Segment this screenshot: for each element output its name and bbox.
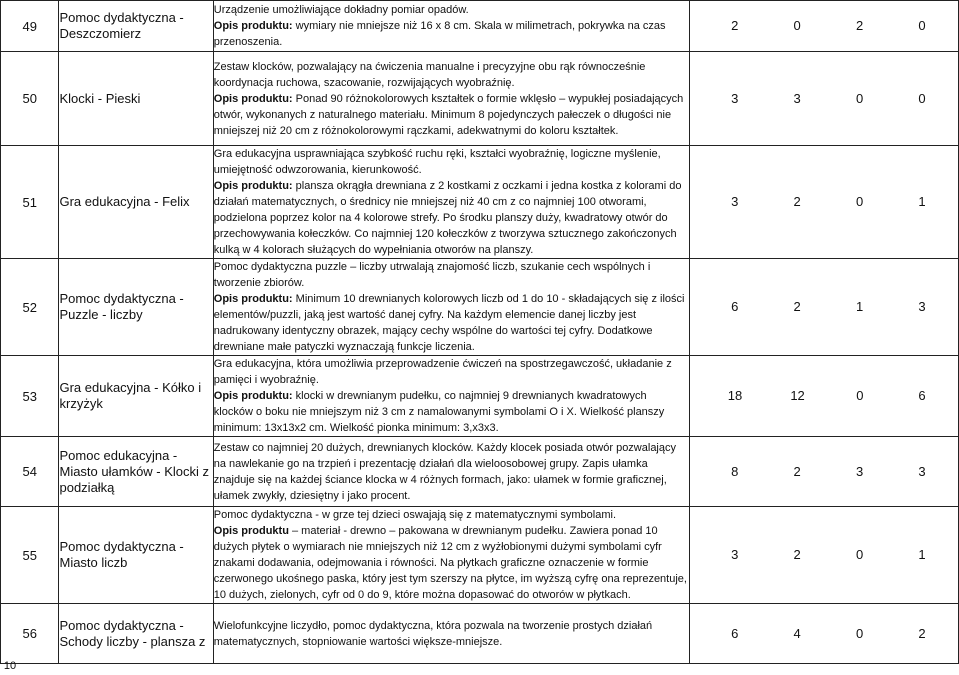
quantity-value: 3 <box>731 90 739 106</box>
quantity-values <box>690 18 958 34</box>
quantity-value: 12 <box>790 388 805 403</box>
row-number: 53 <box>1 356 59 437</box>
product-name: Pomoc dydaktyczna - Miasto liczb <box>59 507 213 604</box>
quantity-value: 6 <box>731 299 739 314</box>
product-name: Gra edukacyjna - Kółko i krzyżyk <box>59 356 213 437</box>
quantity-values <box>690 626 958 642</box>
quantity-value: 0 <box>855 194 864 209</box>
quantity-value: 2 <box>793 463 801 479</box>
quantity-value: 0 <box>918 18 926 33</box>
quantity-value: 1 <box>918 194 926 209</box>
product-description <box>213 1 689 52</box>
description-text: wymiary nie mniejsze niż 16 x 8 cm. Skala w milimetrach, pokrywka na czas przenoszenia. <box>213 20 666 48</box>
quantity-value: 4 <box>793 625 801 641</box>
quantity-value: 2 <box>918 625 926 641</box>
quantity-value: 3 <box>918 299 926 314</box>
description-paragraph <box>214 291 689 355</box>
table-row <box>1 259 959 356</box>
quantity-values <box>690 91 958 107</box>
quantity-cell <box>689 507 958 604</box>
quantity-value: 1 <box>855 299 864 314</box>
quantity-value: 2 <box>793 547 801 562</box>
quantity-value: 0 <box>793 18 801 33</box>
product-name: Klocki - Pieski <box>59 52 213 146</box>
row-number: 55 <box>1 507 59 604</box>
quantity-values <box>690 388 958 404</box>
product-name: Gra edukacyjna - Felix <box>59 146 213 259</box>
table-row <box>1 604 959 664</box>
product-name: Pomoc dydaktyczna - Puzzle - liczby <box>59 259 213 356</box>
quantity-value: 2 <box>731 18 739 33</box>
description-paragraph <box>214 59 689 91</box>
description-text: Pomoc dydaktyczna - w grze tej dzieci oswajają się z matematycznymi symbolami. <box>213 509 617 521</box>
description-label: Opis produktu: <box>213 20 293 32</box>
product-description <box>213 259 689 356</box>
quantity-cell <box>689 52 958 146</box>
table-row <box>1 437 959 507</box>
quantity-value: 3 <box>731 547 739 562</box>
quantity-value: 3 <box>793 90 801 106</box>
quantity-value: 0 <box>855 625 864 641</box>
row-number: 49 <box>1 1 59 52</box>
quantity-value: 0 <box>856 388 864 403</box>
description-paragraph <box>214 18 689 50</box>
description-label: Opis produktu <box>213 525 289 537</box>
quantity-value: 3 <box>918 463 926 479</box>
product-description <box>213 356 689 437</box>
description-label: Opis produktu: <box>213 390 293 402</box>
description-paragraph <box>214 523 689 603</box>
row-number: 52 <box>1 259 59 356</box>
table-row <box>1 1 959 52</box>
description-text: klocki w drewnianym pudełku, co najmniej 9 drewnianych kwadratowych klocków o boku nie mniejszym niż 3 cm z namalowanymi symbolami O i X. Wielkość planszy minimum: 13x13x2 cm. Wielkość pionka minimum: 3,x3x3. <box>213 390 665 434</box>
description-text: Zestaw klocków, pozwalający na ćwiczenia manualne i precyzyjne obu rąk równocześnie koordynacja ruchowa, szacowanie, rozwijających wyobraźnię. <box>213 60 646 89</box>
description-paragraph <box>214 146 689 178</box>
description-paragraph <box>214 178 689 258</box>
table-row <box>1 507 959 604</box>
product-description <box>213 604 689 664</box>
description-paragraph <box>214 440 689 504</box>
quantity-value: 3 <box>731 194 739 209</box>
table-row <box>1 52 959 146</box>
description-paragraph <box>214 2 689 18</box>
quantity-value: 0 <box>918 90 926 106</box>
description-text: – materiał - drewno – pakowana w drewnianym pudełku. Zawiera ponad 10 dużych płytek o wymiarach nie mniejszych niż 12 cm z wyżłobionymi dużymi symbolami cyfr znakami dodawania, odejmowania i równości. Na płytkach graficzne oznaczenie w formie czerwonego ukośnego paska, który jest tym szerszy na płytce, im wyższą cyfrę ona reprezentuje, 10 dużych, zielonych, cyfr od 0 do 9, które można dopasować do otworów w płytkach. <box>213 525 687 601</box>
quantity-value: 2 <box>793 299 801 314</box>
table-row <box>1 146 959 259</box>
quantity-value: 6 <box>731 625 739 641</box>
product-description <box>213 52 689 146</box>
description-paragraph <box>214 507 689 523</box>
quantity-value: 6 <box>918 388 926 403</box>
quantity-value: 0 <box>855 547 864 562</box>
product-description <box>213 146 689 259</box>
description-text: Wielofunkcyjne liczydło, pomoc dydaktyczna, która pozwala na tworzenie prostych działań matematycznych, stopniowanie wartości większe-mniejsze. <box>213 619 653 648</box>
quantity-cell <box>689 437 958 507</box>
row-number: 50 <box>1 52 59 146</box>
description-paragraph <box>214 388 689 436</box>
quantity-values <box>690 194 958 210</box>
quantity-cell <box>689 356 958 437</box>
description-text: plansza okrągła drewniana z 2 kostkami z oczkami i jedna kostka z kolorami do działań matematycznych, o średnicy nie mniejszej niż 40 cm z co najmniej 100 otworami, podzielona poprzez kolor na 4 kolorowe strefy. Po środku planszy duży, kwadratowy otwór do przechowywania kołeczków. Co najmniej 120 kołeczków z tworzywa sztucznego zakończonych kulką w 4 kolorach służących do wypełniania otworów na planszy. <box>213 180 682 256</box>
quantity-values <box>690 547 958 563</box>
quantity-values <box>690 299 958 315</box>
page-number: 10 <box>3 660 17 672</box>
row-number: 54 <box>1 437 59 507</box>
product-description <box>213 437 689 507</box>
product-name: Pomoc dydaktyczna - Deszczomierz <box>59 1 213 52</box>
description-text: Urządzenie umożliwiające dokładny pomiar opadów. <box>213 4 469 16</box>
quantity-value: 0 <box>855 90 864 106</box>
quantity-values <box>690 464 958 480</box>
description-label: Opis produktu: <box>213 92 293 105</box>
description-text: Gra edukacyjna usprawniająca szybkość ruchu ręki, kształci wyobraźnię, logiczne myślenie, umiejętność odwzorowania, kierunkowość. <box>213 148 661 176</box>
quantity-value: 18 <box>727 388 743 403</box>
description-paragraph <box>214 91 689 139</box>
description-text: Gra edukacyjna, która umożliwia przeprowadzenie ćwiczeń na spostrzegawczość, układanie z pamięci i wyobraźnię. <box>213 358 672 386</box>
description-text: Zestaw co najmniej 20 dużych, drewnianych klocków. Każdy klocek posiada otwór pozwalający na nawlekanie go na trzpień i prezentację działań dla wieloosobowej grupy. Zapis ułamka znajduje się na każdej ściance klocka w 4 różnych formach, jako: ułamek w formie graficznej, ułamek zwykły, dziesiętny i jako procent. <box>213 441 676 502</box>
table-row <box>1 356 959 437</box>
description-paragraph <box>214 356 689 388</box>
product-name: Pomoc edukacyjna - Miasto ułamków - Klocki z podziałką <box>59 437 213 507</box>
quantity-cell <box>689 1 958 52</box>
quantity-cell <box>689 604 958 664</box>
quantity-cell <box>689 259 958 356</box>
product-name: Pomoc dydaktyczna - Schody liczby - plansza z <box>59 604 213 664</box>
description-label: Opis produktu: <box>213 180 293 192</box>
row-number: 51 <box>1 146 59 259</box>
quantity-value: 1 <box>918 547 926 562</box>
description-paragraph <box>214 618 689 650</box>
description-text: Pomoc dydaktyczna puzzle – liczby utrwalają znajomość liczb, szukanie cech wspólnych i tworzenie zbiorów. <box>213 261 651 289</box>
quantity-value: 2 <box>855 18 864 33</box>
quantity-value: 8 <box>731 463 739 479</box>
description-text: Minimum 10 drewnianych kolorowych liczb od 1 do 10 - składających się z ilości elementów/puzzli, jaką jest wartość danej cyfry. Na każdym elemencie danej liczby jest nadrukowany identyczny obrazek, mający cechy wspólne do wartości tej cyfry. Dodatkowe drewniane małe patyczki wyznaczają funkcje liczenia. <box>213 293 685 353</box>
product-description <box>213 507 689 604</box>
quantity-value: 2 <box>793 194 801 209</box>
quantity-cell <box>689 146 958 259</box>
quantity-value: 3 <box>855 463 864 479</box>
description-paragraph <box>214 259 689 291</box>
row-number: 56 <box>1 604 59 664</box>
description-text: Ponad 90 różnokolorowych kształtek o formie wklęsło – wypukłej posiadających otwór, wykonanych z naturalnego materiału. Minimum 8 pojedynczych pałeczek o długości nie mniejszej niż 20 cm z różnokolorowymi rączkami, adekwatnymi do koloru kształtek. <box>213 92 684 137</box>
description-label: Opis produktu: <box>213 293 293 305</box>
